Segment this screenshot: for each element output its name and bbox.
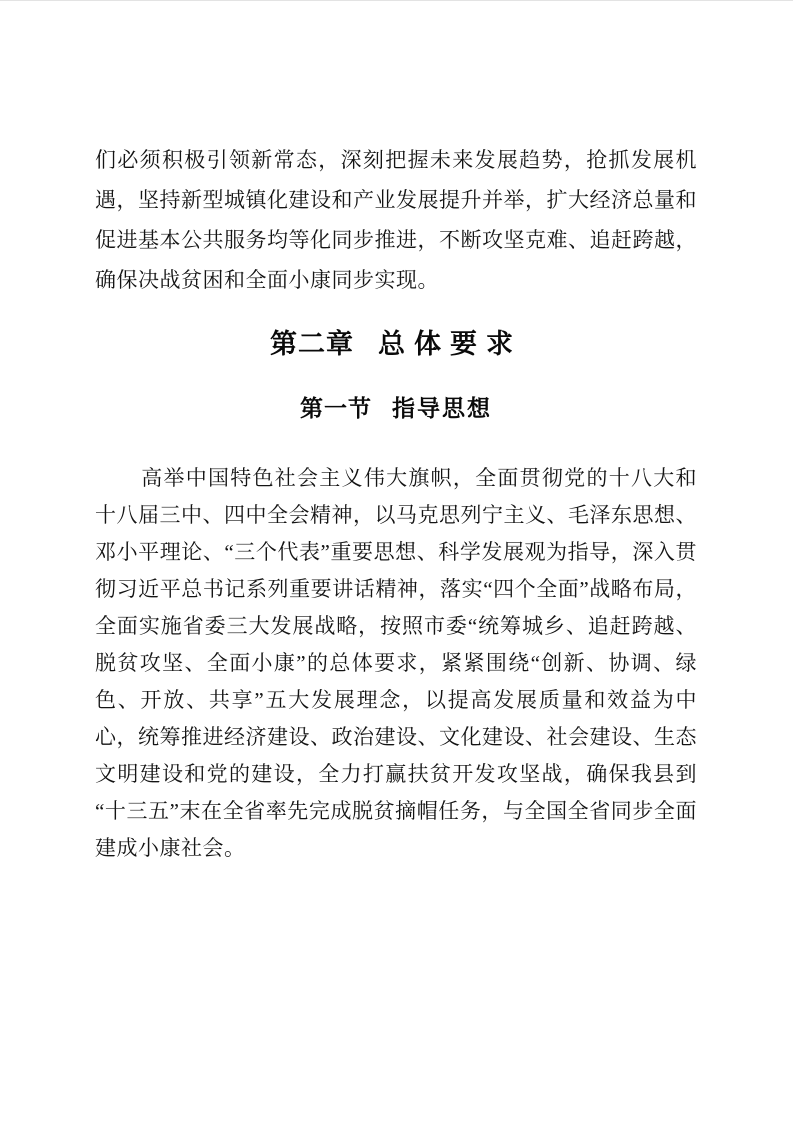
body-paragraph: 高举中国特色社会主义伟大旗帜，全面贯彻党的十八大和十八届三中、四中全会精神，以马克思列宁主义、毛泽东思想、邓小平理论、“三个代表”重要思想、科学发展观为指导，深入贯彻习近平总书记系列重要讲话精神，落实“四个全面”战略布局，全面实施省委三大发展战略，按照市委“统筹城乡、追赶跨越、脱贫攻坚、全面小康”的总体要求，紧紧围绕“创新、协调、绿色、开放、共享”五大发展理念，以提高发展质量和效益为中心，统筹推进经济建设、政治建设、文化建设、社会建设、生态文明建设和党的建设，全力打赢扶贫开发攻坚战，确保我县到“十三五”末在全省率先完成脱贫摘帽任务，与全国全省同步全面建成小康社会。 xyxy=(95,466,697,860)
continuation-paragraph: 们必须积极引领新常态，深刻把握未来发展趋势，抢抓发展机遇，坚持新型城镇化建设和产业发展提升并举，扩大经济总量和促进基本公共服务均等化同步推进，不断攻坚克难、追赶跨越，确保决战贫困和全面小康同步实现。 xyxy=(95,148,697,292)
section-title: 指导思想 xyxy=(392,396,492,421)
chapter-heading xyxy=(95,327,697,361)
chapter-title: 总体要求 xyxy=(378,329,522,359)
section-heading xyxy=(95,394,697,424)
section-number: 第一节 xyxy=(300,396,372,421)
chapter-number: 第二章 xyxy=(270,329,354,359)
